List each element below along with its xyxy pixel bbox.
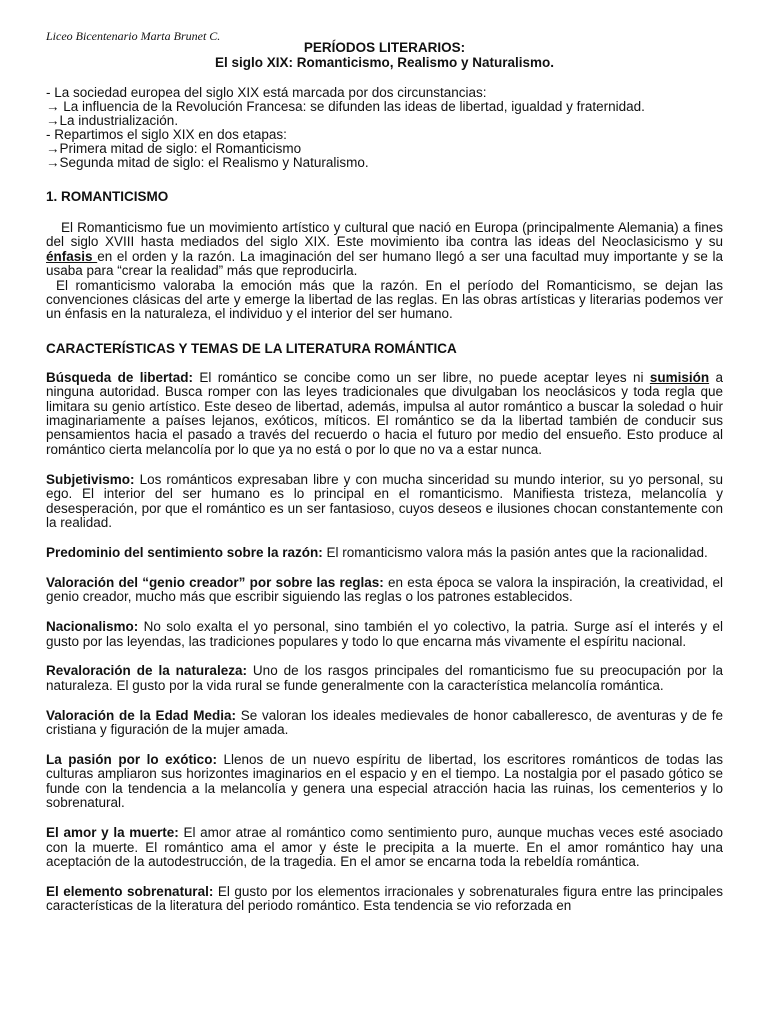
intro-list — [46, 86, 723, 170]
list-item — [46, 826, 723, 869]
section-heading-caracteristicas: CARACTERÍSTICAS Y TEMAS DE LA LITERATURA ROMÁNTICA — [46, 340, 457, 356]
school-name: Liceo Bicentenario Marta Brunet C. — [46, 29, 221, 43]
list-item — [46, 753, 723, 811]
item-text: Llenos de un nuevo espíritu de libertad, los escritores románticos de todas las culturas ampliaron sus horizontes imaginarios en el espacio y en el tiempo. La nostalgia por el pasado gótico se funde con la tendencia a la melancolía y genera una especial atracción hacia las ruinas, los cementerios y lo sobrenatural. — [46, 752, 724, 811]
item-text: a ninguna autoridad. Busca romper con las leyes tradicionales que divulgaban los neoclásicos y toda regla que limitara su genio artístico. Este deseo de libertad, además, impulsa al autor romántico a buscar la soledad o huir imaginariamente a países lejanos, exóticos, míticos. El romántico se da la libertad también de conducir sus pensamientos hacia el pasado a través del recuerdo o hacia el futuro por medio del ensueño. Esto produce al romántico cierta melancolía por lo que ya no está o por lo que no va a estar nunca. — [46, 369, 723, 457]
item-term: Predominio del sentimiento sobre la razón: — [46, 544, 323, 560]
emphasized-word: énfasis — [46, 248, 98, 264]
list-item — [46, 371, 723, 457]
intro-line: - Repartimos el siglo XIX en dos etapas: — [46, 127, 287, 142]
item-text: Se valoran los ideales medievales de honor caballeresco, de aventuras y de fe cristiana y figuración de la mujer amada. — [46, 707, 723, 738]
paragraph-text: El Romanticismo fue un movimiento artístico y cultural que nació en Europa (principalmente Alemania) a fines del siglo XVIII hasta mediados del siglo XIX. Este movimiento iba contra las ideas del Neoclasicismo y su — [46, 220, 723, 250]
intro-line: → La influencia de la Revolución Francesa: se difunden las ideas de libertad, igualdad y fraternidad. — [46, 99, 645, 114]
list-item — [46, 546, 723, 560]
list-item — [46, 885, 723, 914]
item-term: La pasión por lo exótico: — [46, 752, 217, 768]
intro-line: - La sociedad europea del siglo XIX está marcada por dos circunstancias: — [46, 85, 487, 100]
list-item — [46, 473, 723, 531]
intro-line: →Primera mitad de siglo: el Romanticismo — [46, 141, 302, 156]
paragraph: El romanticismo valoraba la emoción más que la razón. En el período del Romanticismo, se dejan las convenciones clásicas del arte y emerge la libertad de las reglas. En las obras artísticas y literarias podemos ver un énfasis en la naturaleza, el individuo y el interior del ser humano. — [46, 277, 723, 322]
item-text: El romanticismo valora más la pasión antes que la racionalidad. — [322, 544, 708, 560]
item-term: Subjetivismo: — [46, 471, 135, 487]
title-line-1: PERÍODOS LITERARIOS: — [303, 40, 466, 55]
list-item — [46, 664, 723, 693]
intro-line: →Segunda mitad de siglo: el Realismo y Naturalismo. — [46, 155, 369, 170]
item-text: El gusto por los elementos irracionales y sobrenaturales figura entre las principales características de la literatura del periodo romántico. Esta tendencia se vio reforzada en — [46, 883, 723, 914]
list-item — [46, 709, 723, 738]
intro-line: →La industrialización. — [46, 113, 179, 128]
item-term: Revaloración de la naturaleza: — [46, 663, 247, 679]
item-term: Nacionalismo: — [46, 619, 139, 635]
item-term: El amor y la muerte: — [46, 825, 179, 841]
item-term: El elemento sobrenatural: — [46, 883, 214, 899]
item-term: Valoración del “genio creador” por sobre las reglas: — [46, 574, 384, 590]
list-item — [46, 576, 723, 605]
section-heading-romanticismo: 1. ROMANTICISMO — [46, 189, 169, 204]
title-line-2: El siglo XIX: Romanticismo, Realismo y Naturalismo. — [214, 55, 555, 70]
item-term: Valoración de la Edad Media: — [46, 707, 236, 723]
characteristics-list — [46, 371, 723, 914]
item-text: El romántico se concibe como un ser libre, no puede aceptar leyes ni — [193, 369, 650, 385]
item-term: Búsqueda de libertad: — [46, 369, 193, 385]
item-text: en esta época se valora la inspiración, la creatividad, el genio creador, mucho más que escribir siguiendo las reglas o los patrones establecidos. — [46, 574, 723, 605]
item-text: Los románticos expresaban libre y con mucha sinceridad su mundo interior, su yo personal, su ego. El interior del ser humano es lo principal en el romanticismo. Manifiesta tristeza, melancolía y desesperación, por que el romántico es un ser fantasioso, cuyos deseos e ilusiones chocan constantemente con la realidad. — [46, 471, 723, 530]
list-item — [46, 620, 723, 649]
item-text: El amor atrae al romántico como sentimiento puro, aunque muchas veces esté asociado con la muerte. El romántico ama el amor y éste le precipita a la muerte. En el amor romántico hay una aceptación de la autodestrucción, de la tragedia. En el amor se encarna toda la rebeldía romántica. — [46, 825, 723, 869]
item-text: No solo exalta el yo personal, sino también el yo colectivo, la patria. Surge así el interés y el gusto por las leyendas, las tradiciones populares y todo lo que encarna más vivamente el espíritu nacional. — [46, 619, 723, 649]
emphasized-word: sumisión — [649, 369, 710, 385]
paragraph-text: en el orden y la razón. La imaginación del ser humano llegó a ser una facultad muy importante y se la usaba para “crear la realidad” más que reproducirla. — [46, 248, 723, 279]
item-text: Uno de los rasgos principales del romanticismo fue su preocupación por la naturaleza. El gusto por la vida rural se funde generalmente con la característica melancolía romántica. — [46, 663, 723, 693]
paragraph — [46, 221, 723, 279]
